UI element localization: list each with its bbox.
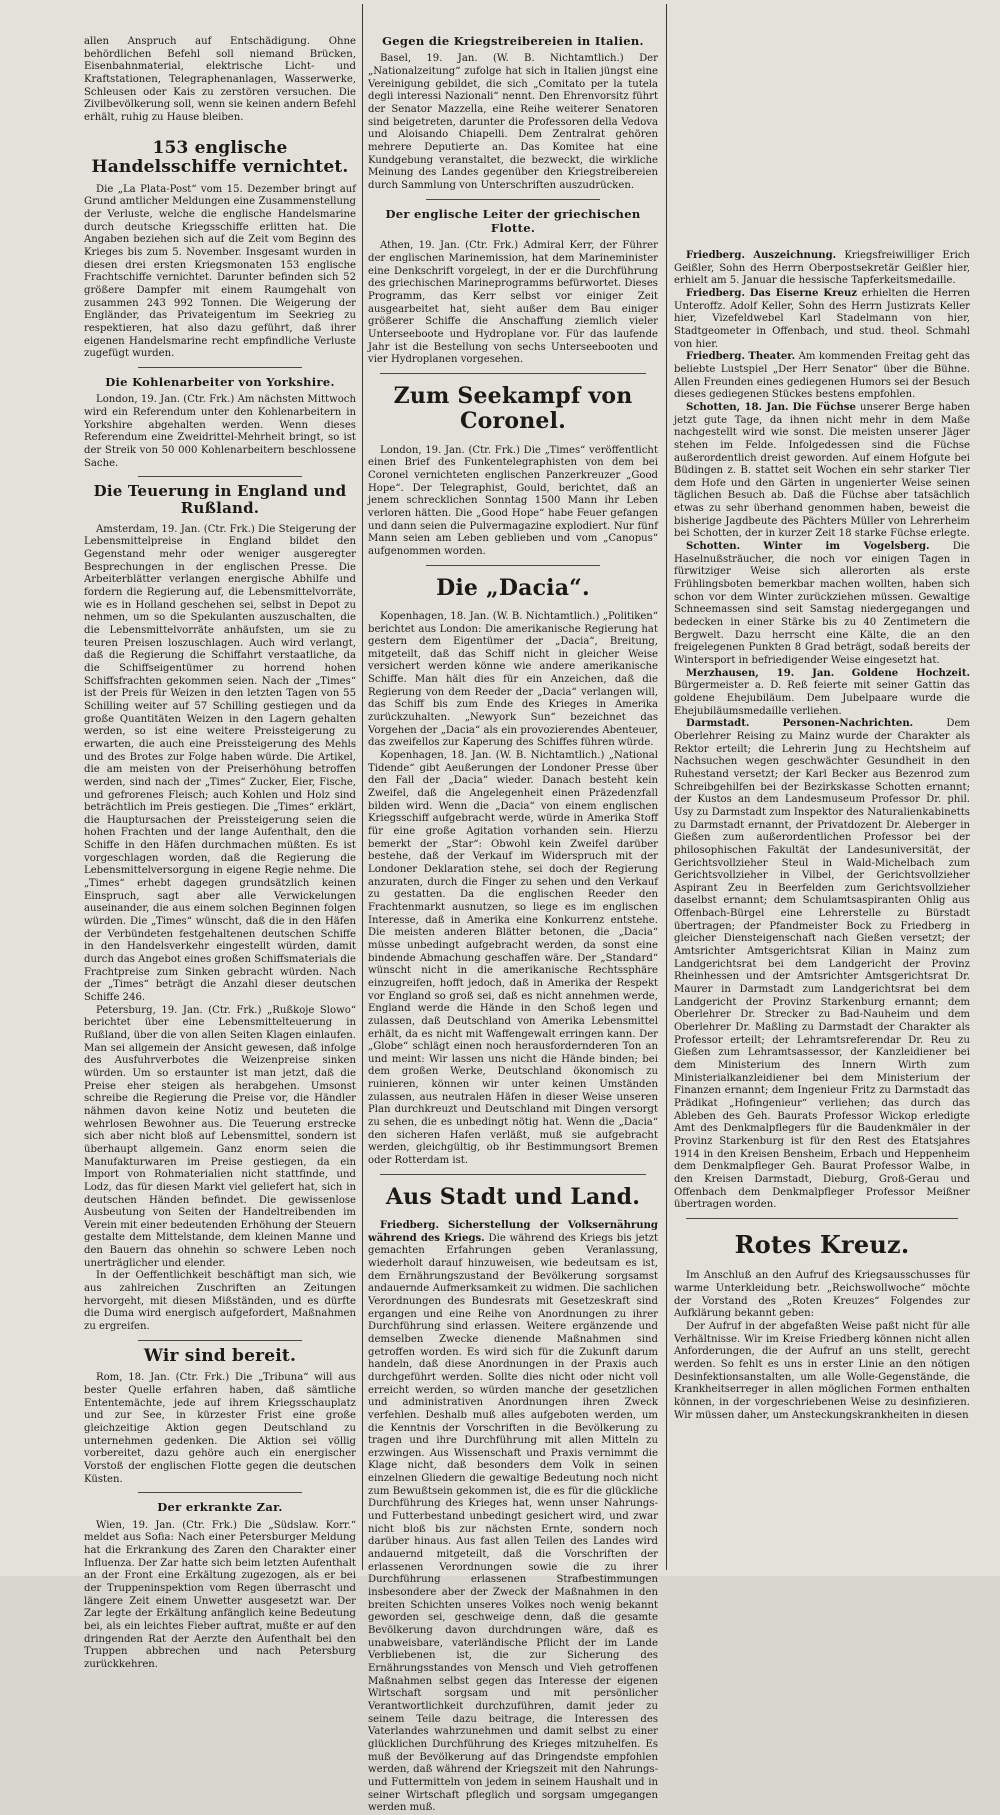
article-kohlenarbeiter	[84, 394, 356, 470]
headline-rotes-kreuz: Rotes Kreuz.	[734, 1229, 910, 1259]
column-3	[674, 250, 970, 1576]
source: (Ctr. Frk.)	[175, 1372, 230, 1384]
article-text: Der „Nationalzeitung“ zufolge hat sich in Italien jüngst eine Vereinigung gebildet, die sich „Comitato per la tutela degli interessi Nazionali“ nennt. Den Ehrenvorsitz führt der Senator Mazzella, eine Reihe weiterer Senatoren sind beigetreten, darunter die Professoren della Vedova und Aloisando Chiapelli. Dem Zentralrat gehören mehrere Deputierte an. Das Komitee hat eine Kundgebung veranstaltet, die bezweckt, die wirkliche Meinung des Landes gegenüber den Kriegstreibereien durch Sammlung von Unterschriften auszudrücken.	[368, 53, 658, 191]
separator	[380, 373, 647, 374]
separator	[686, 1218, 958, 1219]
intro-text: allen Anspruch auf Entschädigung. Ohne behördlichen Befehl soll niemand Brücken, Eisenbahnmaterial, elektrische Licht- und Kraftstationen, Telegraphenanlagen, Wasserwerke, Schleusen oder Kais zu zerstören versuchen. Die Zivilbevölkerung soll, wenn sie keinen andern Befehl erhält, ruhig zu Hause bleiben.	[84, 36, 356, 123]
article-hochzeit	[674, 668, 970, 719]
source: (Ctr. Frk.)	[468, 444, 520, 456]
article-teuerung-1	[84, 524, 356, 1005]
article-text: Die Haselnußsträucher, die noch vor einigen Tagen in fürwitziger Weise sich allerorten als erste Frühlingsboten bemerkbar machen wollten, haben sich schon vor dem Winter zurückziehen müssen. Gewaltige Schneemassen sind seit Samstag niedergegangen und bedecken in einer Stärke bis zu 40 Zentimetern die Bergwelt. Dazu herrscht eine Kälte, die an den freigelegenen Punkten 8 Grad beträgt, sodaß bereits der Wintersport in befriedigender Weise eingesetzt hat.	[674, 541, 970, 666]
source: (Ctr. Frk.)	[182, 1519, 237, 1531]
headline-italien: Gegen die Kriegstreibereien in Italien.	[382, 34, 644, 48]
article-winter	[674, 541, 970, 668]
article-text: „National Tidende“ gibt Aeußerungen der Londoner Presse über den Fall der „Dacia“ wieder. Danach besteht kein Zweifel, daß die Angelegenheit einen Präzedenzfall bilden wird. Wenn die „Dacia“ von einem englischen Kriegsschiff aufgebracht werde, würde in Amerika Stoff für eine große Agitation vorhanden sein. Hierzu bemerkt der „Star“: Obwohl kein Zweifel darüber bestehe, daß der Verkauf im Widerspruch mit der Londoner Deklaration stehe, sei doch der Regierung anzuraten, durch die Finger zu sehen und den Verkauf zu gestatten. Da die englischen Reeder den Frachtenmarkt ausnutzen, so liege es im englischen Interesse, daß in Amerika eine Konkurrenz entstehe. Die meisten anderen Blätter betonen, die „Dacia“ müsse unbedingt aufgebracht werden, da sonst eine bindende Abmachung geschaffen wäre. Der „Standard“ wünscht nicht in die amerikanische Rechtssphäre einzugreifen, hofft jedoch, daß in Amerika der Respekt vor England so groß sei, daß es nicht annehmen werde, England werde die Hände in den Schoß legen und zulassen, daß Deutschland von Amerika Lebensmittel erhält, da es nicht mit Waffengewalt erringen kann. Der „Globe“ schlägt einen noch herausfordernderen Ton an und meint: Wir lassen uns nicht die Hände binden; bei dem großen Werke, Deutschland ökonomisch zu ruinieren, können wir unter keinen Umständen zulassen, aus neutralen Häfen in dieser Weise unseren Plan durchkreuzt und Deutschland mit Dingen versorgt zu sehen, die es unbedingt nötig hat. Wenn die „Dacia“ den sicheren Hafen verläßt, muß sie aufgebracht werden, gleichgültig, ob ihr Bestimmungsort Bremen oder Rotterdam ist.	[368, 750, 658, 1167]
article-text: Am kommenden Freitag geht das beliebte Lustspiel „Der Herr Senator“ über die Bühne. Allen Freunden eines gediegenen Humors sei der Besuch dieses gediegenen Stückes bestens empfohlen.	[674, 351, 970, 401]
headline-handelsschiffe: 153 englische Handelsschiffe vernichtet.	[91, 137, 349, 178]
dateline: Athen, 19. Jan.	[380, 240, 460, 252]
dateline: Wien, 19. Jan.	[96, 1519, 176, 1531]
source: (Ctr. Frk.)	[203, 523, 255, 535]
article-rotes-kreuz-1: Im Anschluß an den Aufruf des Kriegsausschusses für warme Unterkleidung betr. „Reichswollwoche“ möchte der Vorstand des „Roten Kreuzes“ Folgendes zur Aufklärung bekannt geben:	[674, 1270, 970, 1320]
article-eisernes-kreuz	[674, 288, 970, 351]
article-text: Bürgermeister a. D. Reß feierte mit seiner Gattin das goldene Ehejubiläum. Dem Jubelpaare wurde die Ehejubiläumsmedaille verliehen.	[674, 680, 970, 717]
article-fuechse	[674, 402, 970, 541]
dateline: Rom, 18. Jan.	[96, 1372, 170, 1384]
dateline: Amsterdam, 19. Jan.	[96, 523, 201, 535]
subheadline: Goldene Hochzeit.	[851, 667, 970, 679]
article-text: Kriegsfreiwilliger Erich Geißler, Sohn des Herrn Oberpostsekretär Geißler hier, erhielt am 5. Januar die hessische Tapferkeitsmedaille.	[674, 250, 970, 287]
subheadline: Auszeichnung.	[753, 250, 837, 261]
dateline: Kopenhagen, 18. Jan.	[380, 610, 490, 622]
column-1	[84, 36, 356, 1670]
article-text: Die „Times“ veröffentlicht einen Brief des Funkentelegraphisten von dem bei Coronel vernichteten englischen Panzerkreuzer „Good Hope“. Der Telegraphist, Gould, berichtet, daß an jenem schrecklichen Sonntag 1500 Mann ihr Leben verloren hätten. Die „Good Hope“ habe Feuer gefangen und dann seien die Pulvermagazine explodiert. Nur fünf Mann seien am Leben geblieben und vom „Canopus“ aufgenommen worden.	[368, 444, 658, 557]
dateline: Friedberg.	[686, 351, 745, 363]
subheadline: Winter im Vogelsberg.	[763, 541, 930, 553]
subheadline: Sicherstellung der Volksernährung während des Kriegs.	[368, 1220, 658, 1244]
headline-zar: Der erkrankte Zar.	[157, 1500, 283, 1515]
article-text: Dem Oberlehrer Reising zu Mainz wurde der Charakter als Rektor erteilt; die Lehrerin Jung zu Hechtsheim auf Nachsuchen wegen geschwächter Gesundheit in den Ruhestand versetzt; der Karl Becker aus Bezenrod zum Schreibgehilfen bei der Bezirkskasse Schotten ernannt; der Kustos an dem Landesmuseum Professor Dr. phil. Usy zu Darmstadt zum Inspektor des Naturalienkabinetts zu Darmstadt ernannt, der Privatdozent Dr. Aleberger in Gießen zum außerordentlichen Professor bei der philosophischen Fakultät der Landesuniversität, der Gerichtsvollzieher Steul in Wald-Michelbach zum Gerichtsvollzieher in Vilbel, der Gerichtsvollzieher Aspirant Zeu in Beerfelden zum Gerichtsvollzieher daselbst ernannt; dem Schulamtsaspiranten Ohlig aus Offenbach-Bürgel eine Lehrerstelle zu Bürstadt übertragen; der Pfandmeister Bock zu Friedberg in gleicher Diensteigenschaft nach Gießen versetzt; der Amtsrichter Amtsgerichtsrat Kilian in Mainz zum Landgerichtsrat bei dem Landgericht der Provinz Rheinhessen und der Amtsrichter Amtsgerichtsrat Dr. Maurer in Darmstadt zum Landgerichtsrat bei dem Landgericht der Provinz Starkenburg ernannt; dem Oberlehrer Dr. Strecker zu Bad-Nauheim und dem Oberlehrer Dr. Maßling zu Darmstadt der Charakter als Professor erteilt; der Lehramtsreferendar Dr. Reu zu Gießen zum Lehramtsassessor, der Kanzleidiener bei dem Ministerium des Innern Wirth zum Ministerialkanzleidiener bei dem Ministerium der Finanzen ernannt; dem Ingenieur Fritz zu Darmstadt das Prädikat „Hofingenieur“ verliehen; das durch das Ableben des Geh. Baurats Professor Wickop erledigte Amt des Denkmalpflegers für die Baudenkmäler in der Provinz Starkenburg ist für den Rest des Etatsjahres 1914 in den Kreisen Bensheim, Erbach und Heppenheim dem Denkmalpfleger Geh. Baurat Professor Walbe, in den Kreisen Darmstadt, Dieburg, Groß-Gerau und Offenbach dem Denkmalpfleger Professor Meißner übertragen worden.	[674, 718, 970, 1211]
dateline: Friedberg.	[686, 287, 745, 299]
headline-kohlenarbeiter: Die Kohlenarbeiter von Yorkshire.	[105, 374, 335, 389]
headline-dacia: Die „Dacia“.	[436, 574, 590, 601]
dateline: Schotten, 18. Jan.	[686, 401, 789, 413]
dateline: Darmstadt.	[686, 718, 750, 730]
source: (W. B. Nichtamtlich.)	[492, 53, 624, 65]
article-coronel	[368, 445, 658, 559]
separator	[426, 199, 600, 200]
source: (W. B. Nichtamtlich.)	[492, 610, 600, 622]
headline-flotte: Der englische Leiter der griechischen Flotte.	[385, 206, 641, 236]
article-flotte	[368, 240, 658, 367]
dateline: Merzhausen, 19. Jan.	[686, 667, 835, 679]
subheadline: Das Eiserne Kreuz	[749, 287, 858, 299]
dateline: Basel, 19. Jan.	[380, 53, 478, 65]
column-rule-1	[362, 4, 363, 1570]
column-rule-2	[666, 4, 667, 1570]
article-rotes-kreuz-2: Der Aufruf in der abgefaßten Weise paßt nicht für alle Verhältnisse. Wir im Kreise Friedberg können nicht allen Anforderungen, die der Aufruf an uns stellt, gerecht werden. So fehlt es uns in erster Linie an den nötigen Desinfektionsanstalten, um alle Wolle-Gegenstände, die Krankheitserreger in allen möglichen Formen enthalten können, in der vorgeschriebenen Weise zu desinfizieren. Wir müssen daher, um Ansteckungskrankheiten in diesen	[674, 1321, 970, 1421]
article-personen	[674, 718, 970, 1212]
article-volksernaehrung	[368, 1220, 658, 1815]
column-2	[368, 30, 658, 1814]
dateline: Kopenhagen, 18. Jan.	[380, 750, 492, 762]
subheadline: Theater.	[748, 351, 796, 363]
article-theater	[674, 351, 970, 402]
dateline: London, 19. Jan.	[96, 394, 180, 406]
article-text: Admiral Kerr, der Führer der englischen Marinemission, hat dem Marineminister eine Denkschrift vorgelegt, in der er die Durchführung des griechischen Marineprogramms befürwortet. Dieses Programm, das Kerr selbst vor einiger Zeit ausgearbeitet hat, sieht außer dem Bau einiger größerer Schiffe die Anschaffung ziemlich vieler Unterseeboote und Hydroplane vor. Für das laufende Jahr ist die Bestellung von sechs Unterseebooten und vier Hydroplanen vorgesehen.	[368, 240, 658, 366]
headline-stadt-land: Aus Stadt und Land.	[385, 1183, 641, 1210]
article-text: unserer Berge haben jetzt gute Tage, da ihnen nicht mehr in dem Maße nachgestellt wird wie sonst. Die meisten unserer Jäger stehen im Felde. Infolgedessen sind die Füchse außerordentlich dreist geworden. Auf einem Hofgute bei Büdingen z. B. stattet seit Wochen ein sehr starker Tier dem Hofe und den Gärten in ungenierter Weise seinen täglichen Besuch ab. Daß die Füchse aber tatsächlich etwas zu sehr überhand genommen haben, beweist die bisherige Jagdbeute des Pächters Müller von Lehrerheim bei Schotten, der in kurzer Zeit 18 starke Füchse erlegte.	[674, 401, 970, 540]
article-handelsschiffe: Die „La Plata-Post“ vom 15. Dezember bringt auf Grund amtlicher Meldungen eine Zusammenstellung der Verluste, welche die englische Handelsmarine durch deutsche Kriegsschiffe erlitten hat. Die Angaben beziehen sich auf die Zeit vom Beginn des Krieges bis zum 5. November. Insgesamt wurden in diesen drei ersten Kriegsmonaten 153 englische Frachtschiffe vernichtet. Darunter befinden sich 52 größere Dampfer mit einem Raumgehalt von zusammen 243 992 Tonnen. Die Weigerung der Engländer, das Privateigentum im Seekrieg zu respektieren, hat also dazu geführt, daß ihrer eigenen Handelsmarine recht empfindliche Verluste zugefügt wurden.	[84, 183, 356, 360]
article-auszeichnung	[674, 250, 970, 288]
source: (Ctr. Frk.)	[183, 394, 235, 406]
article-teuerung-3: In der Oeffentlichkeit beschäftigt man sich, wie aus zahlreichen Zuschriften an Zeitungen hervorgeht, mit diesen Mißständen, und es dürfte die Duma wird energisch aufgefordert, Maßnahmen zu ergreifen.	[84, 1270, 356, 1333]
dateline: London, 19. Jan.	[380, 444, 465, 456]
article-text: Die „Tribuna“ will aus bester Quelle erfahren haben, daß sämtliche Ententemächte, jede auf ihrem Kriegsschauplatz und zur See, in kürzester Frist eine große gleichzeitige Aktion gegen Deutschland zu unternehmen gedenken. Die Aktion sei völlig vorbereitet, dazu gehöre auch ein energischer Vorstoß der englischen Flotte gegen die deutschen Küsten.	[84, 1372, 356, 1485]
article-text: erhielten die Herren Unteroffz. Adolf Keller, Sohn des Herrn Justizrats Keller hier, Vizefeldwebel Karl Stadelmann von hier, Stadtgeometer in Offenbach, und stud. theol. Schmahl von hier.	[674, 287, 970, 350]
dateline: Friedberg.	[380, 1220, 439, 1232]
article-text: Die Steigerung der Lebensmittelpreise in England bildet den Gegenstand mehr oder weniger ausgeregter Besprechungen in der englischen Presse. Die Arbeiterblätter verlangen energische Abhilfe und fordern die Regierung auf, die Lebensmittelvorräte, wie es in Holland geschehen sei, selbst in Depot zu nehmen, um so die Spekulanten auszuschalten, die die Lebensmittelvorräte anhäufsten, um sie zu teuren Preisen loszuschlagen. Auch wird verlangt, daß die Regierung die Schiffahrt verstaatliche, da die Schiffseigentümer zu horrend hohen Schiffsfrachten gekommen seien. Nach der „Times“ ist der Preis für Weizen in den letzten Tagen von 55 Schilling weiter auf 57 Schilling gestiegen und da große Quantitäten Weizen in den Lagern gehalten werden, so ist eine weitere Preissteigerung zu erwarten, die auch eine Preissteigerung des Mehls und des Brotes zur Folge haben würde. Die Artikel, die am meisten von der Preiserhöhung betroffen werden, sind nach der „Times“ Zucker, Eier, Fische, und gefrorenes Fleisch; auch Kohlen und Holz sind beträchtlich im Preis gestiegen. Die „Times“ erklärt, die Hauptursachen der Preissteigerung seien die hohen Frachten und der lange Aufenthalt, den die Schiffe in den Häfen durchmachen müßten. Es ist vorgeschlagen worden, daß die Regierung die Lebensmittelversorgung in eigene Regie nehme. Die „Times“ erhebt dagegen grundsätzlich keinen Einspruch, sagt aber alle Verwickelungen auseinander, die aus einem solchen Beginnen folgen würden. Die „Times“ wünscht, daß die in den Häfen der Verbündeten festgehaltenen deutschen Schiffe in den Handelsverkehr eingestellt würden, damit durch das Angebot eines großen Schiffsmaterials die Frachtpreise zum Sinken gebracht würden. Nach der „Times“ beträgt die Anzahl dieser deutschen Schiffe 246.	[84, 523, 356, 1004]
headline-bereit: Wir sind bereit.	[143, 1345, 297, 1366]
article-teuerung-2	[84, 1005, 356, 1271]
headline-teuerung: Die Teuerung in England und Rußland.	[93, 482, 347, 518]
separator	[138, 367, 301, 368]
headline-coronel: Zum Seekampf von Coronel.	[393, 383, 633, 435]
article-dacia-1	[368, 611, 658, 750]
article-bereit	[84, 1372, 356, 1486]
source: (Ctr. Frk.)	[465, 240, 519, 252]
dateline: Schotten.	[686, 541, 741, 553]
separator	[426, 565, 600, 566]
dateline: Friedberg.	[686, 250, 745, 261]
separator	[138, 476, 301, 477]
article-text: Am nächsten Mittwoch wird ein Referendum unter den Kohlenarbeitern in Yorkshire abgehalten werden. Wenn dieses Referendum eine Zweidrittel-Mehrheit bringt, so ist der Streik von 50 000 Kohlenarbeitern beschlossene Sache.	[84, 394, 356, 469]
separator	[138, 1492, 301, 1493]
separator	[138, 1340, 301, 1341]
article-text: „Politiken“ berichtet aus London: Die amerikanische Regierung hat gestern dem Eigentümer der „Dacia“, Breitung, mitgeteilt, daß das Schiff nicht in gleicher Weise versichert werden könne wie andere amerikanische Schiffe. Man hält dies für ein Anzeichen, daß die Regierung von dem Reeder der „Dacia“ verlangen will, das Schiff bis zum Ende des Krieges in Amerika zurückzuhalten. „Newyork Sun“ bezeichnet das Vorgehen der „Dacia“ als ein provozierendes Abenteuer, das zweifellos zur Kaperung des Schiffes führen würde.	[368, 610, 658, 749]
article-text: Die während des Kriegs bis jetzt gemachten Erfahrungen geben Veranlassung, wiederholt darauf hinzuweisen, wie bedeutsam es ist, dem Ernährungszustand der Bevölkerung sorgsamst andauernde Aufmerksamkeit zu widmen. Die sachlichen Verordnungen des Bundesrats mit Gesetzeskraft sind ergangen und eine Reihe von Anordnungen zu ihrer Durchführung sind erlassen. Weitere ergänzende und demselben Zwecke dienende Maßnahmen sind getroffen worden. Es wird sich für die Zukunft darum handeln, daß diese Anordnungen in der Praxis auch durchgeführt werden. Sollte dies nicht oder nicht voll erreicht werden, so würden manche der gesetzlichen und administrativen Anordnungen ihren Zweck verfehlen. Deshalb muß alles aufgeboten werden, um die Kenntnis der Vorschriften in die Bevölkerung zu tragen und ihre Durchführung mit allen Mitteln zu erzwingen. Aus Wissenschaft und Praxis vernimmt die Klage nicht, daß besonders dem Volk in seinen einzelnen Gliedern die gewaltige Bedeutung noch nicht zum Bewußtsein gekommen ist, die es für die glückliche Durchführung des Krieges hat, wenn unser Nahrungs- und Futterbestand unbedingt gesichert wird, und zwar nicht bloß bis zur nächsten Ernte, sondern noch darüber hinaus. Aus fast allen Teilen des Landes wird andauernd mitgeteilt, daß die Vorschriften der erlassenen Verordnungen sowie die zu ihrer Durchführung erlassenen Strafbestimmungen insbesondere aber der Zweck der Maßnahmen in den breiten Schichten unseres Volkes noch wenig bekannt geworden sei, geschweige denn, daß die gesamte Bevölkerung davon durchdrungen wäre, daß es unabweisbare, vaterländische Pflicht der im Lande Verbliebenen ist, die zur Sicherung des Ernährungsstandes von Mensch und Vieh getroffenen Maßnahmen selbst gegen das Interesse der eigenen Wirtschaft sorgsam und mit persönlicher Verantwortlichkeit durchzuführen, damit jeder zu seinem Teile dazu beitrage, die Interessen des Vaterlandes wahrzunehmen und damit selbst zu einer glücklichen Durchführung des Krieges mitzuhelfen. Es muß der Bevölkerung auf das Dringendste empfohlen werden, daß während der Kriegszeit mit den Nahrungs- und Futtermitteln von jedem in seinem Haushalt und in seiner Wirtschaft pfleglich und sorgsam umgegangen werden muß.	[368, 1232, 658, 1814]
article-italien	[368, 53, 658, 192]
subheadline: Die Füchse	[792, 401, 856, 413]
separator	[380, 1174, 647, 1175]
source: (W. B. Nichtamtlich.)	[495, 750, 605, 762]
article-dacia-2	[368, 750, 658, 1168]
article-text: Die „Südslaw. Korr.“ meldet aus Sofia: Nach einer Petersburger Meldung hat die Erkrankung des Zaren den Charakter einer Influenza. Der Zar hatte sich beim letzten Aufenthalt an der Front eine Erkältung zugezogen, als er bei der Truppeninspektion vom Regen überrascht und längere Zeit einem Unwetter ausgesetzt war. Der Zar legte der Erkältung anfänglich keine Bedeutung bei, als ein leichtes Fieber auftrat, mußte er auf den dringenden Rat der Aerzte den Aufenthalt bei den Truppen abbrechen und nach Petersburg zurückkehren.	[84, 1519, 356, 1670]
source: (Ctr. Frk.)	[208, 1004, 262, 1016]
article-zar	[84, 1520, 356, 1672]
dateline: Petersburg, 19. Jan.	[96, 1004, 203, 1016]
article-text: „Rußkoje Slowo“ berichtet über eine Lebensmittelteuerung in Rußland, über die von allen Seiten Klagen einlaufen. Man sei allgemein der Ansicht gewesen, daß infolge des Ausfuhrverbotes die Weizenpreise sinken würden. Um so erstaunter ist man jetzt, daß die Preise eher steigen als herabgehen. Umsonst schreibe die Regierung die Preise vor, die Händler nähmen davon keine Notiz und beuteten die wehrlosen Bewohner aus. Die Teuerung erstrecke sich aber nicht bloß auf Lebensmittel, sondern ist überhaupt allgemein. Ganz enorm seien die Manufakturwaren im Preise gestiegen, da ein Import von Rohmaterialien nicht stattfinde, und Lodz, das für diesen Markt viel geliefert hat, sich in deutschen Händen befindet. Die gewissenlose Ausbeutung von Seiten der Handeltreibenden im Verein mit einer bedeutenden Erhöhung der Steuern gestalte dem Mittelstande, dem kleinen Manne und den Bauern das ohnehin so schwere Leben noch unerträglicher und elender.	[84, 1004, 356, 1269]
subheadline: Personen-Nachrichten.	[782, 718, 914, 730]
